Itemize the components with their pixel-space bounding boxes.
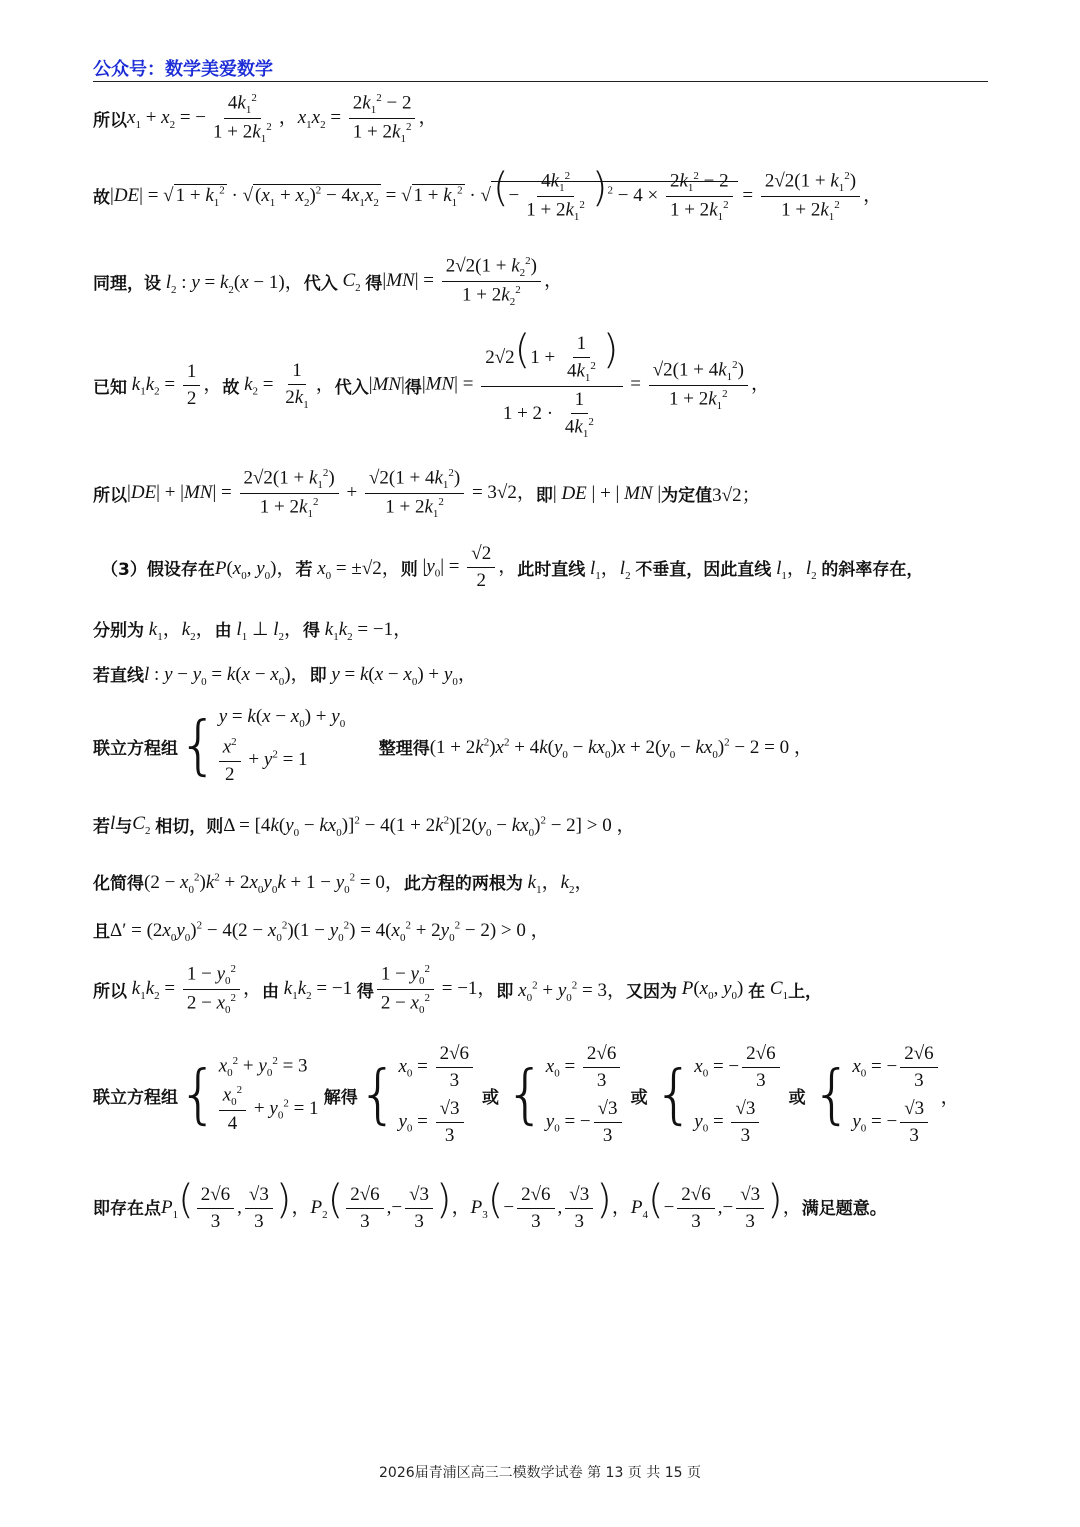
text-gu: 故 [93,188,110,209]
text-you: 由 [214,620,232,641]
line-1 [93,92,437,145]
system-2: $x_0^2 + y_0^2 = 3$ $\frac{x_0^2}{4}$ + $y_0^2 = 1$ [218,1054,319,1135]
math-p-b: $P(x_0$, $y_0$) [681,977,749,1002]
text-liang-gen: 此方程的两根为 [403,873,523,894]
line-8 [93,659,477,688]
header-rule [93,81,988,82]
math-k1k2-neg1-b: $k_1k_2 = -1$ [283,977,357,1002]
math-k1k2: $k_1k_2$ = $\frac{1}{2}$ ， [131,360,223,409]
math-3sqrt2: 3√2； [712,485,761,507]
math-k1k2-neg1: $k_1k_2 = -1$， [324,619,413,643]
text-lianli: 联立方程组 [93,738,178,759]
text-weidingzhi: 为定值 [661,486,713,507]
math-comma: ， [940,1086,960,1108]
math-sum-abs: | DE | + | MN | [552,482,662,504]
math-k1-k2: $k_1$，$k_2$， [148,619,215,643]
text-part3-ruo: 若 [295,560,313,580]
math-p: $P(x_0$, $y_0$)， [214,558,296,582]
text-zai: 在 [748,982,766,1003]
line-3 [93,255,563,308]
math-c2: $C_2$ [342,269,361,294]
text-de: 得 [365,274,383,295]
text-gu2: 故 [222,377,240,398]
line-13 [93,963,822,1016]
math-l2: $l_2$ : $y = k_2(x - 1)$， [165,272,304,297]
text-lianli2: 联立方程组 [93,1087,178,1108]
math-mn-substituted: |MN| = 2√2(1 + $\frac{1}{4k_1^2}$ ) 1 + 2 · $\frac{1}{4k_1^2}$ = $\frac{√2(1 + 4k_1^2)}{1 + 2k_1^2}$ ， [421,327,770,441]
math-k1k2-frac: $k_1k_2$ = $\frac{1 - y_0^2}{2 - x_0^2}$ ， [131,963,263,1017]
text-yizhi: 已知 [93,377,127,398]
solution-2: $x_0$ = $\frac{2√6}{3}$ $y_0$ = − $\frac{√3}{3}$ [546,1040,625,1150]
text-jiede: 解得 [323,1087,358,1108]
text-suoyi3: 所以 [93,982,127,1003]
math-line-l: l : $y - y_0 = k(x - x_0)$， [144,664,310,688]
text-part3-a: （3）假设存在 [101,560,215,580]
text-huo-3: 或 [788,1087,806,1108]
solution-3: $x_0$ = − $\frac{2√6}{3}$ $y_0$ = $\frac{√3}{3}$ [694,1040,782,1150]
text-dairu2: 代入 [334,377,369,398]
text-shang: 上， [788,982,823,1003]
line-5 [93,467,761,520]
text-part3-d: 的斜率存在， [821,560,924,580]
brace-4: { [505,1058,546,1132]
math-x0: $x_0 = \pm√2$， [317,558,401,582]
math-perp: $l_1$ ⊥ $l_2$， [236,619,304,643]
text-de3: 得 [303,620,321,641]
text-zhengli: 整理得 [378,738,430,759]
header-brand: 公众号：数学美爱数学 [93,59,273,80]
text-manzu: 满足题意。 [801,1199,887,1220]
brace-1: { [178,709,219,783]
line-6 [93,543,923,592]
line-7 [93,614,412,643]
math-l1-l2-b: $l_1$，$l_2$ [776,558,817,582]
text-part3-b: 此时直线 [517,560,586,580]
text-ji: 即 [535,486,553,507]
text-ruo-l: 若 [93,816,110,837]
text-ji3: 即 [496,982,514,1003]
solution-4: $x_0$ = − $\frac{2√6}{3}$ $y_0$ = − $\frac{√3}{3}$ [852,1040,940,1150]
text-qie: 且 [93,921,110,942]
math-x1x2-sum: $x_1 + x_2$ = − $\frac{4k_1^2}{1 + 2k_1^2}$ ，$x_1x_2$ = $\frac{2k_1^2 - 2}{1 + 2k_1^2}$ ， [127,92,438,146]
text-ruozhixian: 若直线 [93,665,144,686]
text-huo-1: 或 [482,1087,500,1108]
line-4 [93,327,770,441]
math-sum: |DE| + |MN| = $\frac{2√2(1 + k_1^2)}{1 + 2k_1^2}$ + $\frac{√2(1 + 4k_1^2)}{1 + 2k_1^2}$ = 3√2， [127,467,536,521]
line-2 [93,165,883,224]
text-suoyi: 所以 [93,111,127,132]
math-quadratic: $(1 + 2k^2)x^2 + 4k(y_0 - kx_0)x + 2(y_0 - kx_0)^2 - 2 = 0$ ， [429,736,813,761]
brace-3: { [357,1058,399,1132]
line-11 [93,867,594,896]
math-delta-prime: $\Delta' = (2x_0y_0)^2 - 4(2 - x_0^2)(1 - y_0^2) = 4(x_0^2 + 2y_0^2 - 2) > 0$ ， [110,919,550,944]
math-l: l [110,813,116,835]
math-frac-neg1: $\frac{1 - y_0^2}{2 - x_0^2}$ = −1， [374,963,497,1016]
math-k2: $k_2$ = $\frac{1}{2k_1}$ ， [244,359,335,411]
math-c2-b: $C_2$ [132,812,151,837]
line-9 [93,703,813,789]
line-14 [93,1040,960,1150]
math-delta: $\Delta = [4k(y_0 - kx_0)]^2 - 4(1 + 2k^2)[2(y_0 - kx_0)^2 - 2] > 0$ ， [223,814,636,839]
line-15 [93,1177,887,1233]
text-suoyi2: 所以 [93,486,127,507]
system-1: $y = k(x - x_0) + y_0$ $\frac{x^2}{2}$ + $y^2 = 1$ [218,706,346,785]
math-x0y0-3: $x_0^2 + y_0^2 = 3$， [518,979,626,1005]
line-10 [93,810,635,839]
text-yu: 与 [115,816,133,837]
text-part3-c: 不垂直，因此直线 [635,560,772,580]
text-part3-ze: 则 [400,560,418,580]
math-points: $P_1$( $\frac{2√6}{3}$ , $\frac{√3}{3}$ )，$P_2$( $\frac{2√6}{3}$ ,− $\frac{√3}{3}$ )，$P_3(-$ $\frac{2√6}{3}$ , $\frac{√3}{3}$ )，$P_4(-$ $\frac{2√6}{3}$ ,− $\frac{√3}{3}$ )， [161,1177,802,1233]
math-roots: $k_1$，$k_2$， [527,872,594,896]
text-tongli: 同理，设 [93,274,161,295]
text-fenbie: 分别为 [93,620,144,641]
brace-5: { [653,1058,695,1132]
math-l1-l2: $l_1$，$l_2$ [589,558,631,582]
text-ji2: 即 [309,665,327,686]
text-de4: 得 [356,982,374,1003]
page-footer: 2026届青浦区高三二模数学试卷 第 13 页 共 15 页 [379,1465,701,1481]
line-12 [93,915,550,944]
text-xiangqie: 相切，则 [155,816,224,837]
math-mn-length: |MN| = $\frac{2√2(1 + k_2^2)}{1 + 2k_2^2}$ ， [382,255,564,309]
math-line-l-2: $y = k(x - x_0) + y_0$， [331,664,477,688]
math-y0: $|y_0|$ = $\frac{√2}{2}$ ， [417,543,518,591]
text-youyinwei: 又因为 [625,982,677,1003]
math-de-length: |DE| = √ $1 + k_1^2$ · √ $(x_1 + x_2)^2 - 4x_1x_2$ = √ $1 + k_1^2$ · √(− $\frac{4k_1^2}{1 + 2k_1^2}$ )$^2$ − 4 × $\frac{2k_1^2 - 2}{1 + 2k_1^2}$ = $\frac{2√2(1 + k_1^2)}{1 + 2k_1^2}$ ， [110,165,883,224]
brace-2: { [178,1058,219,1132]
text-dairu: 代入 [303,274,338,295]
text-jicunzai: 即存在点 [93,1199,161,1220]
text-de2: 得 [404,377,422,398]
solution-1: $x_0$ = $\frac{2√6}{3}$ $y_0$ = $\frac{√3}{3}$ [398,1040,476,1150]
text-huo-2: 或 [630,1087,648,1108]
text-you2: 由 [262,982,280,1003]
math-mn-abs: |MN| [368,374,405,396]
math-simplified: $(2 - x_0^2)k^2 + 2x_0y_0k + 1 - y_0^2 = 0$， [144,871,404,896]
math-c1: $C_1$ [769,977,789,1002]
brace-6: { [811,1058,853,1132]
text-huajian: 化简得 [93,873,144,894]
